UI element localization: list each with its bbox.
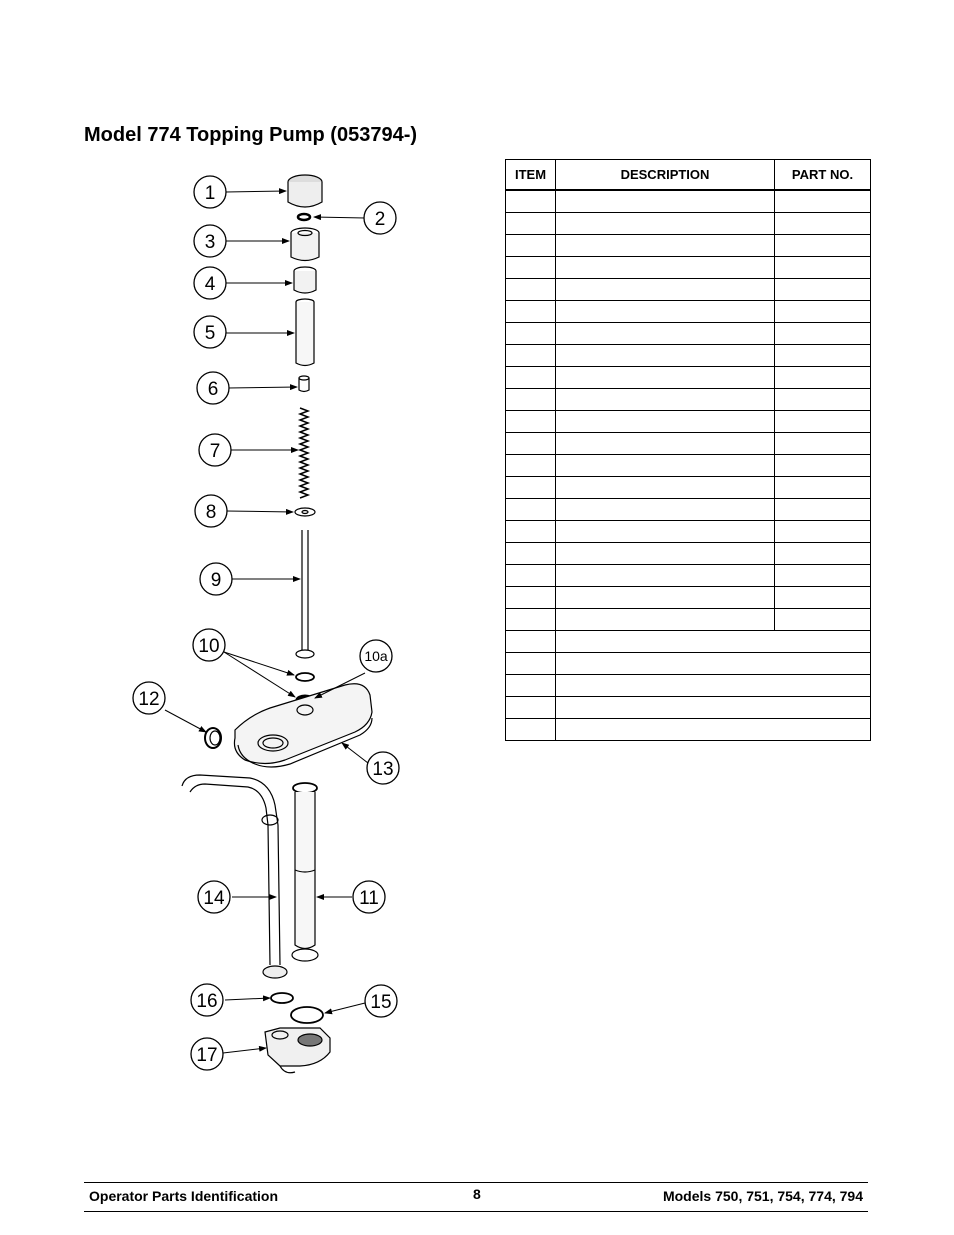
table-cell	[556, 609, 775, 631]
part-1-cap	[288, 175, 322, 207]
label-3: 3	[204, 232, 216, 253]
part-10-oring-upper	[296, 673, 314, 681]
table-cell	[556, 213, 775, 235]
label-7: 7	[209, 441, 221, 462]
table-cell	[506, 433, 556, 455]
table-cell	[506, 653, 556, 675]
label-13: 13	[372, 759, 394, 780]
table-cell	[556, 455, 775, 477]
table-cell	[775, 323, 871, 345]
label-11: 11	[359, 888, 379, 909]
table-cell	[775, 190, 871, 213]
header-part-no: PART NO.	[775, 160, 871, 191]
part-11-cylinder	[292, 783, 318, 961]
table-row	[506, 455, 871, 477]
table-row	[506, 477, 871, 499]
table-cell	[506, 697, 556, 719]
label-10: 10	[198, 636, 220, 657]
page-title: Model 774 Topping Pump (053794-)	[84, 124, 418, 146]
label-10a: 10a	[364, 648, 388, 664]
table-cell	[775, 521, 871, 543]
part-16-oring	[271, 993, 293, 1003]
table-row	[506, 609, 871, 631]
table-row	[506, 411, 871, 433]
header-item: ITEM	[506, 160, 556, 191]
part-5-tube	[296, 299, 314, 366]
table-row	[506, 719, 871, 741]
table-cell	[506, 411, 556, 433]
table-cell	[775, 257, 871, 279]
table-cell	[506, 389, 556, 411]
table-cell	[556, 477, 775, 499]
part-9-rod	[296, 530, 314, 658]
table-cell	[556, 499, 775, 521]
table-cell	[775, 565, 871, 587]
table-cell	[775, 367, 871, 389]
table-row	[506, 301, 871, 323]
label-15: 15	[370, 992, 392, 1013]
label-1: 1	[204, 183, 216, 204]
label-4: 4	[204, 274, 216, 295]
table-cell	[556, 323, 775, 345]
table-row	[506, 631, 871, 653]
table-cell	[506, 675, 556, 697]
table-cell	[506, 213, 556, 235]
parts-table-body	[506, 190, 871, 741]
label-8: 8	[205, 502, 217, 523]
table-cell	[775, 587, 871, 609]
part-4-bushing	[294, 267, 316, 293]
table-cell	[506, 257, 556, 279]
table-cell	[556, 653, 871, 675]
table-cell	[556, 257, 775, 279]
table-row	[506, 190, 871, 213]
table-cell	[556, 543, 775, 565]
table-row	[506, 587, 871, 609]
table-cell	[556, 433, 775, 455]
part-7-spring	[300, 408, 308, 498]
table-cell	[775, 389, 871, 411]
table-cell	[556, 190, 775, 213]
table-cell	[556, 279, 775, 301]
exploded-parts-diagram	[120, 160, 420, 1090]
table-cell	[775, 279, 871, 301]
table-cell	[506, 279, 556, 301]
table-cell	[506, 631, 556, 653]
label-14: 14	[203, 888, 225, 909]
label-9: 9	[210, 570, 222, 591]
table-row	[506, 367, 871, 389]
table-cell	[556, 719, 871, 741]
table-cell	[775, 301, 871, 323]
table-row	[506, 257, 871, 279]
table-cell	[775, 455, 871, 477]
table-cell	[775, 433, 871, 455]
table-cell	[556, 587, 775, 609]
table-row	[506, 675, 871, 697]
table-cell	[556, 565, 775, 587]
table-row	[506, 653, 871, 675]
label-6: 6	[207, 379, 219, 400]
part-17-valve-body	[265, 1028, 330, 1073]
footer-page-number: 8	[473, 1186, 481, 1202]
table-row	[506, 521, 871, 543]
table-row	[506, 499, 871, 521]
table-header-row	[506, 160, 871, 191]
table-row	[506, 235, 871, 257]
label-2: 2	[374, 209, 386, 230]
part-15-oring	[291, 1007, 323, 1023]
table-cell	[556, 367, 775, 389]
table-cell	[556, 631, 871, 653]
table-cell	[556, 235, 775, 257]
table-cell	[506, 345, 556, 367]
table-cell	[506, 587, 556, 609]
table-cell	[506, 543, 556, 565]
table-cell	[506, 323, 556, 345]
label-12: 12	[138, 689, 160, 710]
header-description: DESCRIPTION	[556, 160, 775, 191]
table-cell	[775, 477, 871, 499]
table-cell	[556, 697, 871, 719]
table-cell	[775, 543, 871, 565]
table-cell	[506, 235, 556, 257]
table-cell	[775, 609, 871, 631]
label-17: 17	[196, 1045, 218, 1066]
part-3-collar	[291, 228, 319, 261]
table-cell	[506, 565, 556, 587]
part-14-spout	[182, 775, 287, 978]
table-row	[506, 543, 871, 565]
table-cell	[506, 499, 556, 521]
part-8-washer	[295, 508, 315, 516]
table-cell	[556, 301, 775, 323]
part-6-sleeve	[299, 376, 309, 392]
label-5: 5	[204, 323, 216, 344]
part-12-ring	[205, 728, 221, 748]
table-cell	[506, 455, 556, 477]
label-16: 16	[196, 991, 218, 1012]
table-row	[506, 565, 871, 587]
table-cell	[506, 609, 556, 631]
table-row	[506, 345, 871, 367]
table-row	[506, 433, 871, 455]
page-footer	[84, 1182, 868, 1212]
table-row	[506, 279, 871, 301]
table-cell	[775, 213, 871, 235]
table-cell	[506, 301, 556, 323]
table-cell	[506, 367, 556, 389]
table-cell	[556, 389, 775, 411]
footer-models: Models 750, 751, 754, 774, 794	[662, 1188, 863, 1204]
table-cell	[556, 345, 775, 367]
table-cell	[775, 345, 871, 367]
table-cell	[506, 521, 556, 543]
footer-section-title: Operator Parts Identification	[89, 1188, 279, 1204]
table-cell	[775, 235, 871, 257]
table-row	[506, 213, 871, 235]
table-cell	[506, 190, 556, 213]
table-cell	[775, 499, 871, 521]
table-row	[506, 323, 871, 345]
table-row	[506, 389, 871, 411]
table-cell	[556, 411, 775, 433]
table-cell	[775, 411, 871, 433]
table-cell	[556, 675, 871, 697]
part-2-oring	[298, 214, 310, 220]
table-cell	[506, 719, 556, 741]
table-cell	[506, 477, 556, 499]
table-cell	[556, 521, 775, 543]
table-row	[506, 697, 871, 719]
parts-table	[505, 159, 871, 741]
